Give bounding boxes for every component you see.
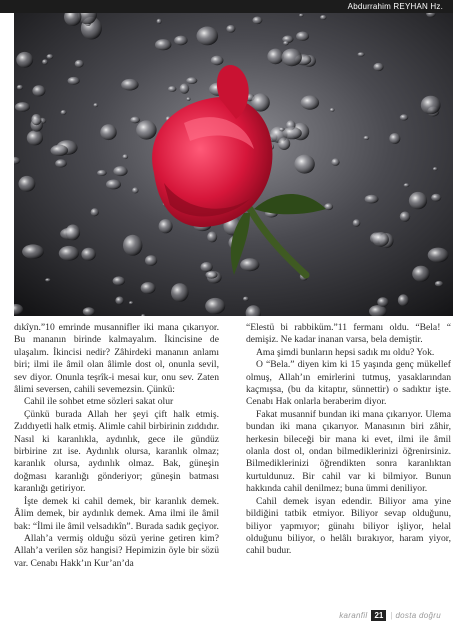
water-drop <box>61 110 67 115</box>
water-drop <box>15 102 30 112</box>
water-drop <box>130 117 140 124</box>
water-drop <box>331 158 339 165</box>
water-drop <box>377 297 388 307</box>
water-drop <box>365 195 379 204</box>
right-column <box>246 322 451 558</box>
water-drop <box>55 159 67 167</box>
paragraph: Cahil ile sohbet etme sözleri sakat olur <box>24 396 174 408</box>
page-number: 21 <box>371 610 386 621</box>
water-drop <box>409 192 427 209</box>
water-drop <box>206 271 218 279</box>
water-drop <box>51 145 69 156</box>
page-footer <box>339 608 441 622</box>
water-drop <box>91 208 99 216</box>
water-drop <box>168 86 176 92</box>
article-body <box>14 322 451 608</box>
water-drop <box>180 84 190 94</box>
water-drop <box>299 14 303 17</box>
paragraph: dıkîyn.”10 emrinde musannifler iki mana çıkarıyor. Bu mananın birinde kalmayalım. İkincisine de ulaşalım. İkincisi nedir? Zâhirdeki mananın anlamı biri; ilmi ile âmil olan âlimle dost ol, onunla sevil, sev diyor. Onunla teşrîk-i mesai kur, onu sev. Zaten âlimi seversen, cahili sevemezsin. Çünkü: <box>14 322 219 396</box>
water-drop <box>129 301 133 304</box>
water-drop <box>81 248 95 261</box>
water-drop <box>400 212 410 222</box>
water-drop <box>186 77 197 84</box>
water-drop <box>278 137 290 150</box>
water-drop <box>320 15 326 20</box>
water-drop <box>42 59 48 64</box>
paragraph: Allah’a vermiş olduğu sözü yerine getiren kim? Allah’a verilen söz hangisi? Hepimizin öyle bir sözü var. Cenabı Hakk’ın Kur’an’da <box>14 532 219 569</box>
water-drop <box>389 133 400 144</box>
water-drop <box>187 97 191 100</box>
paragraph: Fakat musannif bundan iki mana çıkarıyor. Ulema bundan iki mana çıkarıyor. Manasının biri zâhir, herkesin bileceği bir mana ki evet, ilmi ile âmil olanla dost ol, ondan bilmediklerinizi öğrenirsiniz. Bilmediklerinizi öğrendikten sonra karanlıktan kurtuldunuz. Bir cahil var ki bilmiyor. Bunun hakkında cahil denilmez; buna ümmi deniliyor. <box>246 408 451 495</box>
water-drop <box>136 120 156 139</box>
rose-photo <box>14 13 453 316</box>
water-drop <box>32 85 45 96</box>
rose-illustration <box>14 13 453 316</box>
water-drop <box>364 136 370 140</box>
water-drop <box>283 127 302 139</box>
water-drop <box>113 166 127 176</box>
water-drop <box>22 244 44 258</box>
water-drop <box>113 276 125 285</box>
water-drop <box>75 60 84 68</box>
water-drop <box>373 232 389 247</box>
water-drop <box>243 297 249 301</box>
water-drop <box>94 103 99 107</box>
water-drop <box>197 27 219 46</box>
water-drop <box>433 167 438 171</box>
water-drop <box>19 176 36 192</box>
paragraph: O “Bela.” diyen kim ki 15 yaşında genç mükellef olmuş, Allah’ın emirlerini tutmuş, yasaklarından kaçmışsa, (bu da kitaptır, sünnettir) o sadıktır işte. Cenabı Hak onlarla beraberim diyor. <box>246 359 451 408</box>
water-drop <box>100 124 116 140</box>
water-drop <box>59 246 79 261</box>
water-drop <box>400 114 408 120</box>
paragraph: “Elestü bi rabbiküm.”11 fermanı oldu. “Bela! “ demişiz. Ne kadar inanan varsa, bela demiştir. <box>246 322 451 346</box>
water-drop <box>373 63 383 71</box>
water-drop <box>27 130 43 145</box>
author-name: Abdurrahim REYHAN Hz. <box>347 2 443 11</box>
water-drop <box>157 19 162 24</box>
water-drop <box>421 96 441 115</box>
paragraph: Cahil demek isyan edendir. Biliyor ama yine bildiğini tatbik etmiyor. Biliyor sevap olduğunu, biliyor yapmıyor; günahı biliyor işliyor, helal olduğunu biliyor, o helâlı bırakıyor, haram yiyor, cahil budur. <box>246 495 451 557</box>
water-drop <box>171 283 189 302</box>
water-drop <box>211 56 224 66</box>
water-drop <box>207 232 217 243</box>
water-drop <box>431 194 441 202</box>
water-drop <box>267 49 283 65</box>
water-drop <box>398 294 409 306</box>
water-drop <box>296 32 309 41</box>
water-drop <box>435 281 443 287</box>
magazine-name: karanfil <box>339 610 368 620</box>
water-drop <box>353 219 361 226</box>
paragraph: İşte demek ki cahil demek, bir karanlık demek. Âlim demek, bir aydınlık demek. Ama ilmi ile âmil bak: “İlmi ile âmil velsadıkîn”. Burada sadık geçiyor. <box>14 495 219 532</box>
water-drop <box>132 187 138 193</box>
water-drop <box>412 266 429 282</box>
water-drop <box>226 25 235 33</box>
water-drop <box>358 52 365 56</box>
water-drop <box>282 49 302 67</box>
paragraph: Ama şimdi bunların hepsi sadık mı oldu? Yok. <box>256 346 435 358</box>
water-drop <box>155 39 171 50</box>
water-drop <box>240 258 259 271</box>
water-drop <box>174 36 187 46</box>
paragraph: Çünkü burada Allah her şeyi çift halk etmiş. Zıddıyetli halk etmiş. Alimle cahil birbirinin zıddıdır. Nasıl ki karanlıkla, aydınlık, gece ile gündüz birbirine zıt ise. Aydınlık olursa, karanlık olmaz; karanlık olursa, aydınlık olmaz. Bak, güneşin doğması karanlığı gönderiyor; güneşin batması karanlığı getiriyor. <box>14 408 219 495</box>
water-drop <box>66 225 81 241</box>
water-drop <box>123 154 129 159</box>
water-drop <box>253 17 263 25</box>
water-drop <box>330 108 335 112</box>
water-drop <box>83 307 95 316</box>
water-drop <box>294 155 314 174</box>
water-drop <box>17 85 23 90</box>
water-drop <box>159 219 173 233</box>
section-name: dosta doğru <box>395 610 441 620</box>
water-drop <box>404 183 410 187</box>
water-drop <box>115 297 123 305</box>
water-drop <box>16 52 33 68</box>
water-drop <box>283 41 289 45</box>
water-drop <box>121 79 138 91</box>
left-column <box>14 322 219 570</box>
water-drop <box>301 96 319 110</box>
divider: | <box>390 610 393 620</box>
water-drop <box>201 262 213 272</box>
water-drop <box>205 298 225 314</box>
water-drop <box>45 278 50 281</box>
water-drop <box>47 54 54 59</box>
water-drop <box>141 282 156 294</box>
water-drop <box>31 114 41 125</box>
water-drop <box>106 180 121 190</box>
water-drop <box>428 248 449 263</box>
water-drop <box>145 255 157 266</box>
water-drop <box>97 170 107 176</box>
water-drop <box>123 235 142 256</box>
water-drop <box>68 77 80 85</box>
